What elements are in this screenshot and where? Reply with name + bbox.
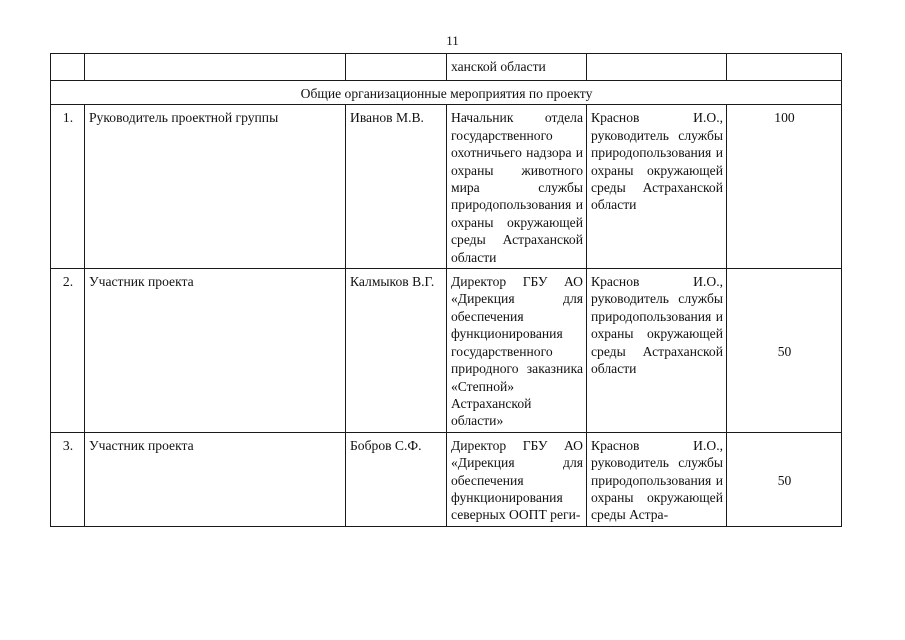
cell-supervisor: Краснов И.О., руководитель службы природопользования и охраны окружающей среды Астраханской области xyxy=(587,105,727,269)
cell-name: Бобров С.Ф. xyxy=(346,432,447,526)
cell-supervisor: Краснов И.О., руководитель службы природопользования и охраны окружающей среды Астра- xyxy=(587,432,727,526)
cell-name: Иванов М.В. xyxy=(346,105,447,269)
cell-name xyxy=(346,54,447,81)
table-row-continuation xyxy=(51,54,842,81)
cell-name: Калмыков В.Г. xyxy=(346,269,447,433)
table-row xyxy=(51,105,842,269)
table-row xyxy=(51,432,842,526)
cell-position: Директор ГБУ АО «Дирекция для обеспечения функционирования северных ООПТ реги- xyxy=(447,432,587,526)
cell-role: Участник проекта xyxy=(85,269,346,433)
cell-role: Руководитель проектной группы xyxy=(85,105,346,269)
cell-supervisor xyxy=(587,54,727,81)
cell-duration xyxy=(727,54,842,81)
cell-num: 2. xyxy=(51,269,85,433)
page-number: 11 xyxy=(446,33,459,48)
cell-position: ханской области xyxy=(447,54,587,81)
cell-position: Начальник отдела государственного охотничьего надзора и охраны животного мира службы природопользования и охраны окружающей среды Астраханской области xyxy=(447,105,587,269)
cell-supervisor: Краснов И.О., руководитель службы природопользования и охраны окружающей среды Астраханской области xyxy=(587,269,727,433)
cell-duration: 50 xyxy=(727,269,842,433)
cell-position: Директор ГБУ АО «Дирекция для обеспечения функционирования государственного природного заказника «Степной» Астраханской области» xyxy=(447,269,587,433)
project-team-table xyxy=(50,53,842,527)
cell-num: 1. xyxy=(51,105,85,269)
cell-num: 3. xyxy=(51,432,85,526)
cell-duration: 100 xyxy=(727,105,842,269)
section-row xyxy=(51,81,842,105)
table-row xyxy=(51,269,842,433)
cell-role xyxy=(85,54,346,81)
cell-duration: 50 xyxy=(727,432,842,526)
section-title: Общие организационные мероприятия по проекту xyxy=(51,81,842,105)
cell-num xyxy=(51,54,85,81)
cell-role: Участник проекта xyxy=(85,432,346,526)
